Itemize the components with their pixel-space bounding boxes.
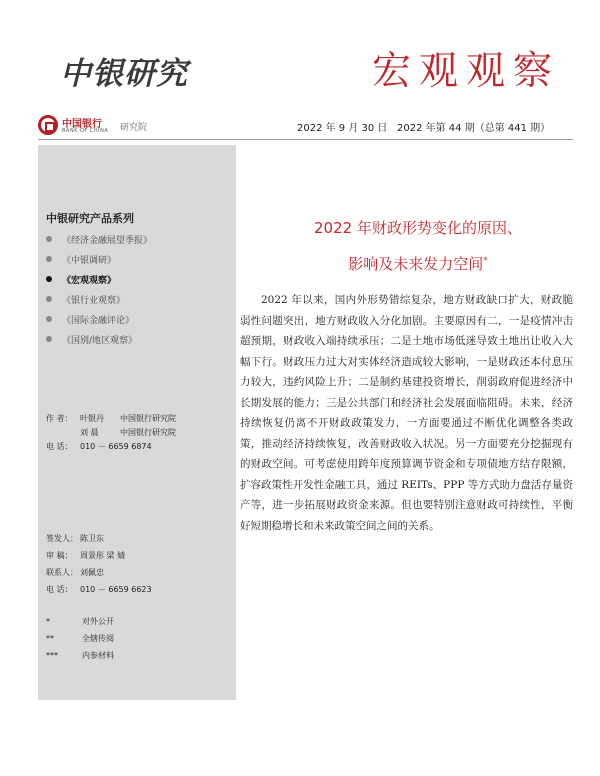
series-item-label: 《经济金融展望季报》 xyxy=(62,235,153,246)
report-date: 2022 年 9 月 30 日 xyxy=(297,123,388,134)
contact-name: 刘佩忠 xyxy=(80,568,104,577)
bullet-icon xyxy=(46,336,52,342)
institute-label: 研究院 xyxy=(120,123,148,133)
author-phone-label: 电 话： xyxy=(46,442,73,451)
bullet-icon xyxy=(46,276,52,282)
author-label: 作 者： xyxy=(46,414,73,423)
article-abstract: 2022 年以来，国内外形势错综复杂，地方财政缺口扩大，财政脆弱性问题突出，地方财政收入分化加剧。主要原因有二，一是疫情冲击超预期，财政收入端持续承压；二是土地市场低迷导致土地出让收入大幅下行。财政压力过大对实体经济造成较大影响，一是财政还本付息压力较大，违约风险上升；二是制约基建投资增长，削弱政府促进经济中长期发展的能力；三是公共部门和经济社会发展面临阻碍。未来，经济持续恢复仍离不开财政政策发力，一方面要通过不断优化调整各类政策，推动经济持续恢复，改善财政收入状况。另一方面要充分挖掘现有的财政空间。可考虑使用跨年度预算调节资金和专项债地方结存限额，扩容政策性开发性金融工具，通过 REITs、PPP 等方式助力盘活存量资产等，进一步拓展财政资金来源。但也要特别注意财政可持续性，平衡好短期稳增长和未来政策空间之间的关系。 xyxy=(240,294,573,532)
level-stars: ** xyxy=(46,634,54,643)
bullet-icon xyxy=(46,236,52,242)
series-item-label: 《国际金融评论》 xyxy=(62,315,135,326)
article-title-footnote-mark: * xyxy=(483,256,488,266)
series-item[interactable] xyxy=(46,249,152,269)
series-item[interactable] xyxy=(46,329,152,349)
level-stars: *** xyxy=(46,651,58,660)
boc-name-cn: 中国银行 xyxy=(62,119,102,130)
series-item-label: 《宏观观察》 xyxy=(62,275,117,286)
series-item[interactable] xyxy=(46,309,152,329)
report-series-title: 宏观观察 xyxy=(371,49,560,94)
level-label: 内参材料 xyxy=(82,651,114,660)
issue-number: 2022 年第 44 期（总第 441 期） xyxy=(397,123,551,134)
reviewer-names: 周景彤 梁 婧 xyxy=(80,551,126,560)
series-item-label: 《中银调研》 xyxy=(62,255,117,266)
series-item[interactable] xyxy=(46,229,152,249)
bullet-icon xyxy=(46,316,52,322)
bullet-icon xyxy=(46,256,52,262)
bank-of-china-logo-icon xyxy=(38,115,58,135)
series-list xyxy=(46,229,152,349)
article-title-text: 影响及未来发力空间 xyxy=(348,255,484,273)
author1-name: 叶银丹 xyxy=(80,414,104,423)
level-internal xyxy=(46,650,114,661)
author2-name: 刘 晨 xyxy=(80,428,99,437)
level-label: 对外公开 xyxy=(82,617,114,626)
series-item-label: 《国别/地区观察》 xyxy=(62,335,138,346)
signer-name: 陈卫东 xyxy=(80,534,104,543)
bullet-icon xyxy=(46,296,52,302)
level-stars: * xyxy=(46,617,50,626)
author-phone: 010 － 6659 6874 xyxy=(80,442,152,451)
reviewer-label: 审 稿： xyxy=(46,551,73,560)
review-block xyxy=(46,532,152,597)
review-phone: 010 － 6659 6623 xyxy=(80,585,152,594)
article-title-line1: 2022 年财政形势变化的原因、 xyxy=(314,219,522,237)
contact-label: 联系人： xyxy=(46,568,78,577)
signer-label: 签发人： xyxy=(46,534,78,543)
article-title-line2 xyxy=(236,253,600,274)
series-item[interactable] xyxy=(46,269,152,289)
author1-org: 中国银行研究院 xyxy=(120,414,176,423)
header-divider xyxy=(38,139,573,140)
series-item[interactable] xyxy=(46,289,152,309)
brand-script-logo: 中银研究 xyxy=(60,56,188,92)
review-phone-label: 电 话： xyxy=(46,585,73,594)
level-public xyxy=(46,616,114,627)
level-circulation xyxy=(46,633,114,644)
boc-name-en: BANK OF CHINA xyxy=(62,128,109,134)
series-title: 中银研究产品系列 xyxy=(46,212,134,225)
level-label: 全辖传阅 xyxy=(82,634,114,643)
author-block xyxy=(46,412,176,454)
author2-org: 中国银行研究院 xyxy=(120,428,176,437)
series-item-label: 《银行业观察》 xyxy=(62,295,126,306)
